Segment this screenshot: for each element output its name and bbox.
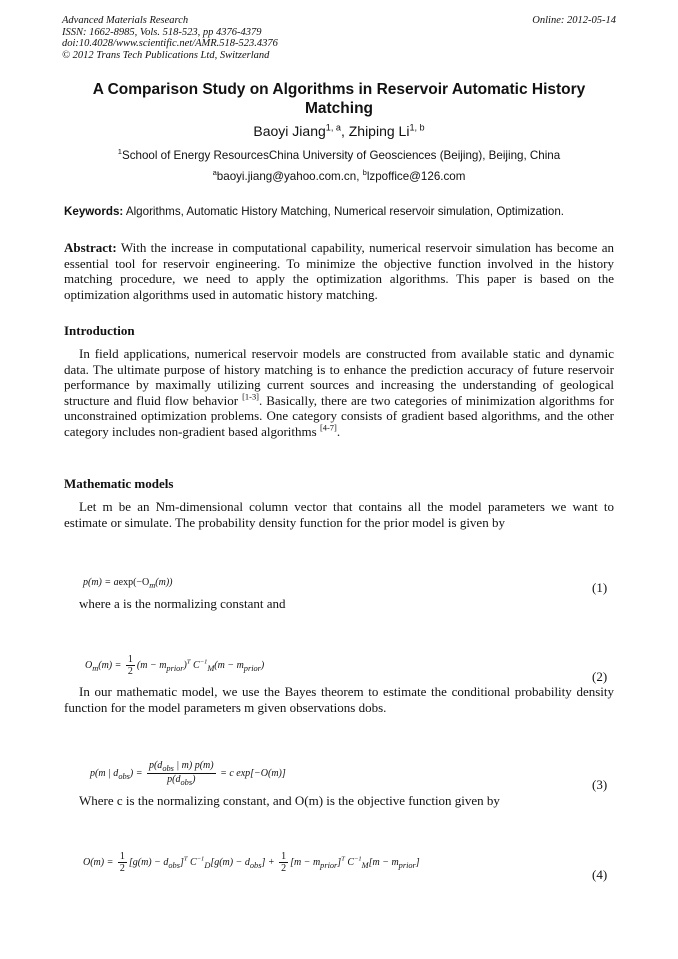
equation-1-number: (1) (592, 580, 608, 595)
author-line (64, 123, 614, 139)
math-paragraph-4: Where c is the normalizing constant, and O(m) is the objective function given by (79, 793, 500, 808)
issn-line: ISSN: 1662-8985, Vols. 518-523, pp 4376-4379 (62, 26, 262, 38)
equation-4-number: (4) (592, 867, 608, 882)
keywords (64, 205, 616, 218)
email-a: baoyi.jiang@yahoo.com.cn (216, 170, 357, 183)
citation-1-3: [1-3] (242, 391, 259, 402)
paper-title: A Comparison Study on Algorithms in Reservoir Automatic History Matching (92, 81, 586, 117)
introduction-paragraph (64, 346, 614, 439)
equation-2: $O_m(m)$ = $\frac{1}{2}$ $(m - m_{prior})^T$ $C^{-1}_M(m - m_{prior})$ (85, 654, 265, 677)
equation-3: p(m | $d_{obs}$) = $\frac{p(d_{obs} | m) p(m)}{p(d_{obs})}$ = c exp[−O(m)] (90, 760, 286, 787)
author-2: Zhiping Li (348, 123, 410, 139)
journal-header (62, 15, 616, 61)
email-a-sup: a (212, 168, 217, 178)
math-paragraph-1: Let m be an Nm-dimensional column vector that contains all the model parameters we want to estimate or simulate. The probability density function for the prior model is given by (64, 499, 614, 530)
email-line (64, 170, 614, 183)
keywords-label: Keywords: (64, 205, 124, 218)
email-separator: , (356, 170, 363, 183)
math-paragraph-3: In our mathematic model, we use the Bayes theorem to estimate the conditional probability density function for the model parameters m given observations dobs. (64, 684, 614, 715)
fraction-one-half-a: $\frac{1}{2}$ (119, 851, 125, 874)
abstract (64, 240, 614, 302)
equation-4: O(m) = $\frac{1}{2}$ $[g(m) - d_{obs}]^T$ $C^{-1}_D[g(m) - d_{obs}]$ + $\frac{1}{2}$ $[m - m_{prior}]^T$ $C^{-1}_M[m - m_{prior}]$ (83, 851, 420, 874)
online-date: Online: 2012-05-14 (532, 15, 616, 26)
email-b: lzpoffice@126.com (366, 170, 466, 183)
copyright-line: © 2012 Trans Tech Publications Ltd, Switzerland (62, 49, 270, 61)
affiliation-sup: 1 (117, 147, 122, 157)
abstract-text: With the increase in computational capability, numerical reservoir simulation has become an essential tool for reservoir engineering. To minimize the objective function involved in the history matching procedure, we need to apply the optimization algorithms. This paper is based on the optimization algorithms used in automatic history matching. (64, 240, 614, 302)
equation-2-number: (2) (592, 669, 608, 684)
author-2-affil: 1, b (409, 122, 425, 133)
abstract-label: Abstract: (64, 240, 117, 255)
email-b-sup: b (362, 168, 367, 178)
author-separator: , (340, 123, 349, 139)
intro-text-3: . (336, 423, 341, 439)
affiliation-text: School of Energy ResourcesChina University of Geosciences (Beijing), Beijing, China (122, 149, 561, 162)
mathematic-models-heading: Mathematic models (64, 476, 174, 491)
keywords-text: Algorithms, Automatic History Matching, Numerical reservoir simulation, Optimization. (123, 205, 564, 218)
author-1: Baoyi Jiang (253, 123, 326, 139)
equation-3-number: (3) (592, 777, 608, 792)
equation-1: $p(m) = aexp(-O_m(m))$ (83, 577, 173, 590)
fraction-one-half-b: $\frac{1}{2}$ (281, 851, 287, 874)
fraction-bayes: $\frac{p(d_{obs} | m) p(m)}{p(d_{obs})}$ (148, 760, 214, 787)
intro-text-1: In field applications, numerical reservoir models are constructed from available static and dynamic data. The ultimate purpose of history matching is to enhance the prediction accuracy of future reservoir performance by maximally utilizing current sources and increasing the understanding of geological structure and fluid flow behavior (64, 346, 614, 408)
intro-text-2: . Basically, there are two categories of minimization algorithms for unconstrained optimization problems. One category consists of gradient based algorithms, and the other category includes non-gradient based algorithms (64, 392, 614, 439)
author-1-affil: 1, a (325, 122, 341, 133)
math-paragraph-2: where a is the normalizing constant and (79, 596, 286, 611)
doi-line: doi:10.4028/www.scientific.net/AMR.518-523.4376 (62, 38, 278, 50)
journal-name: Advanced Materials Research (62, 15, 189, 26)
citation-4-7: [4-7] (319, 422, 337, 433)
fraction-one-half: $\frac{1}{2}$ (127, 654, 133, 677)
introduction-heading: Introduction (64, 323, 135, 338)
affiliation (64, 149, 614, 162)
